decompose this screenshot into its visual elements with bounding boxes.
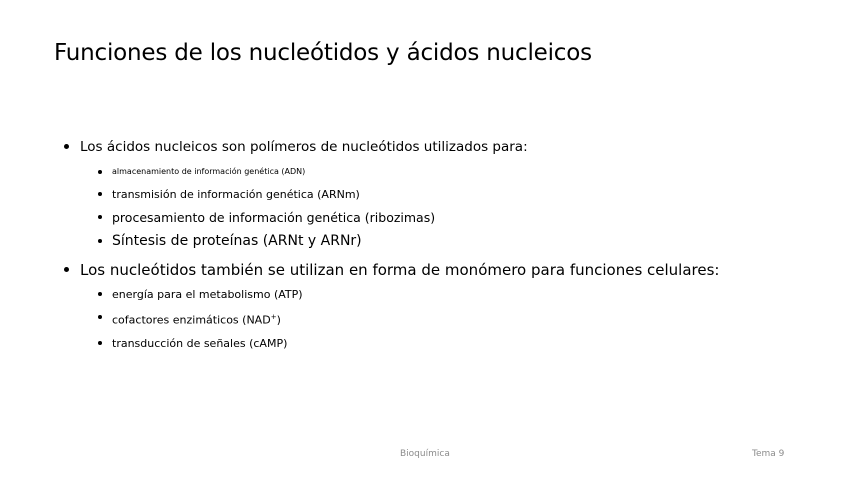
closing-paren: ) bbox=[276, 313, 281, 327]
sub-bullet-list bbox=[96, 160, 824, 253]
cofactors-text: cofactores enzimáticos (NAD bbox=[112, 313, 271, 327]
footer-subject: Bioquímica bbox=[400, 449, 450, 459]
superscript-plus: + bbox=[270, 313, 277, 321]
slide-title: Funciones de los nucleótidos y ácidos nucleicos bbox=[54, 40, 592, 66]
footer-chapter: Tema 9 bbox=[752, 449, 785, 459]
sub-bullet-storage: almacenamiento de información genética (ADN) bbox=[96, 160, 824, 183]
bullet-list bbox=[64, 136, 824, 355]
bullet-nucleic-acids bbox=[64, 136, 824, 253]
sub-bullet-transmission: transmisión de información genética (ARNm) bbox=[96, 183, 824, 206]
bullet-nucleotides bbox=[64, 259, 824, 355]
sub-bullet-processing: procesamiento de información genética (ribozimas) bbox=[96, 206, 824, 229]
sub-bullet-signaling: transducción de señales (cAMP) bbox=[96, 332, 824, 355]
sub-bullet-protein-synthesis: Síntesis de proteínas (ARNt y ARNr) bbox=[96, 229, 824, 253]
bullet-text: Los nucleótidos también se utilizan en forma de monómero para funciones celulares: bbox=[80, 261, 720, 279]
sub-bullet-list bbox=[96, 283, 824, 355]
bullet-text: Los ácidos nucleicos son polímeros de nucleótidos utilizados para: bbox=[80, 139, 528, 155]
sub-bullet-energy: energía para el metabolismo (ATP) bbox=[96, 283, 824, 306]
sub-bullet-cofactors bbox=[96, 306, 824, 332]
slide-content bbox=[64, 136, 824, 361]
